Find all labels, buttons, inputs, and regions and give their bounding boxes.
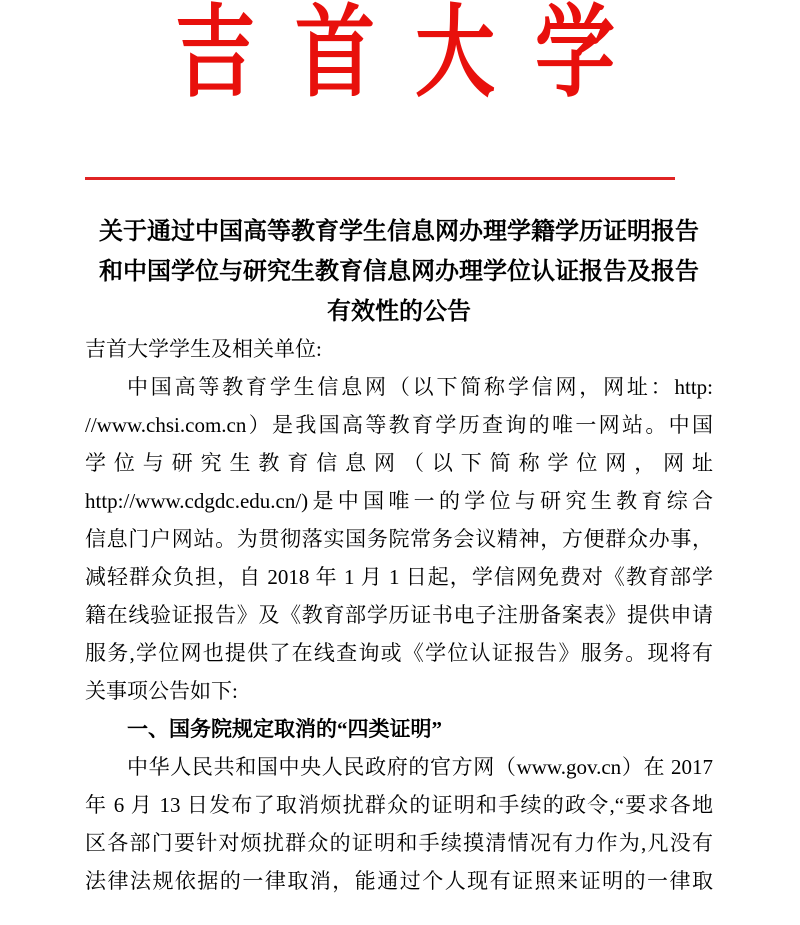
- body-line: 关事项公告如下:: [85, 679, 238, 703]
- title-line: 和中国学位与研究生教育信息网办理学位认证报告及报告: [99, 259, 699, 285]
- notice-title: [85, 212, 713, 332]
- notice-body: [85, 330, 713, 900]
- letterhead-divider-line: [85, 177, 675, 180]
- body-line: 籍在线验证报告》及《教育部学历证书电子注册备案表》提供申请: [85, 603, 713, 627]
- body-line: http://www.cdgdc.edu.cn/)是中国唯一的学位与研究生教育综合: [85, 489, 713, 513]
- title-line: 有效性的公告: [327, 299, 471, 325]
- body-line: 法律法规依据的一律取消，能通过个人现有证照来证明的一律取: [85, 869, 713, 893]
- university-letterhead: 吉 首 大 学: [175, 0, 625, 110]
- body-line: 减轻群众负担，自 2018 年 1 月 1 日起，学信网免费对《教育部学: [85, 565, 713, 589]
- body-line: 中华人民共和国中央人民政府的官方网（www.gov.cn）在 2017: [127, 755, 713, 779]
- body-line: 一、国务院规定取消的“四类证明”: [127, 717, 442, 741]
- body-line: //www.chsi.com.cn）是我国高等教育学历查询的唯一网站。中国: [85, 413, 713, 437]
- body-line: 年 6 月 13 日发布了取消烦扰群众的证明和手续的政令,“要求各地: [85, 793, 713, 817]
- body-line: 中国高等教育学生信息网（以下简称学信网，网址：http:: [127, 375, 713, 399]
- body-line: 学位与研究生教育信息网（以下简称学位网，网址: [85, 451, 713, 475]
- body-line: 吉首大学学生及相关单位:: [85, 337, 322, 361]
- body-line: 服务,学位网也提供了在线查询或《学位认证报告》服务。现将有: [85, 641, 713, 665]
- body-line: 信息门户网站。为贯彻落实国务院常务会议精神，方便群众办事，: [85, 527, 713, 551]
- body-line: 区各部门要针对烦扰群众的证明和手续摸清情况有力作为,凡没有: [85, 831, 713, 855]
- title-line: 关于通过中国高等教育学生信息网办理学籍学历证明报告: [99, 219, 699, 245]
